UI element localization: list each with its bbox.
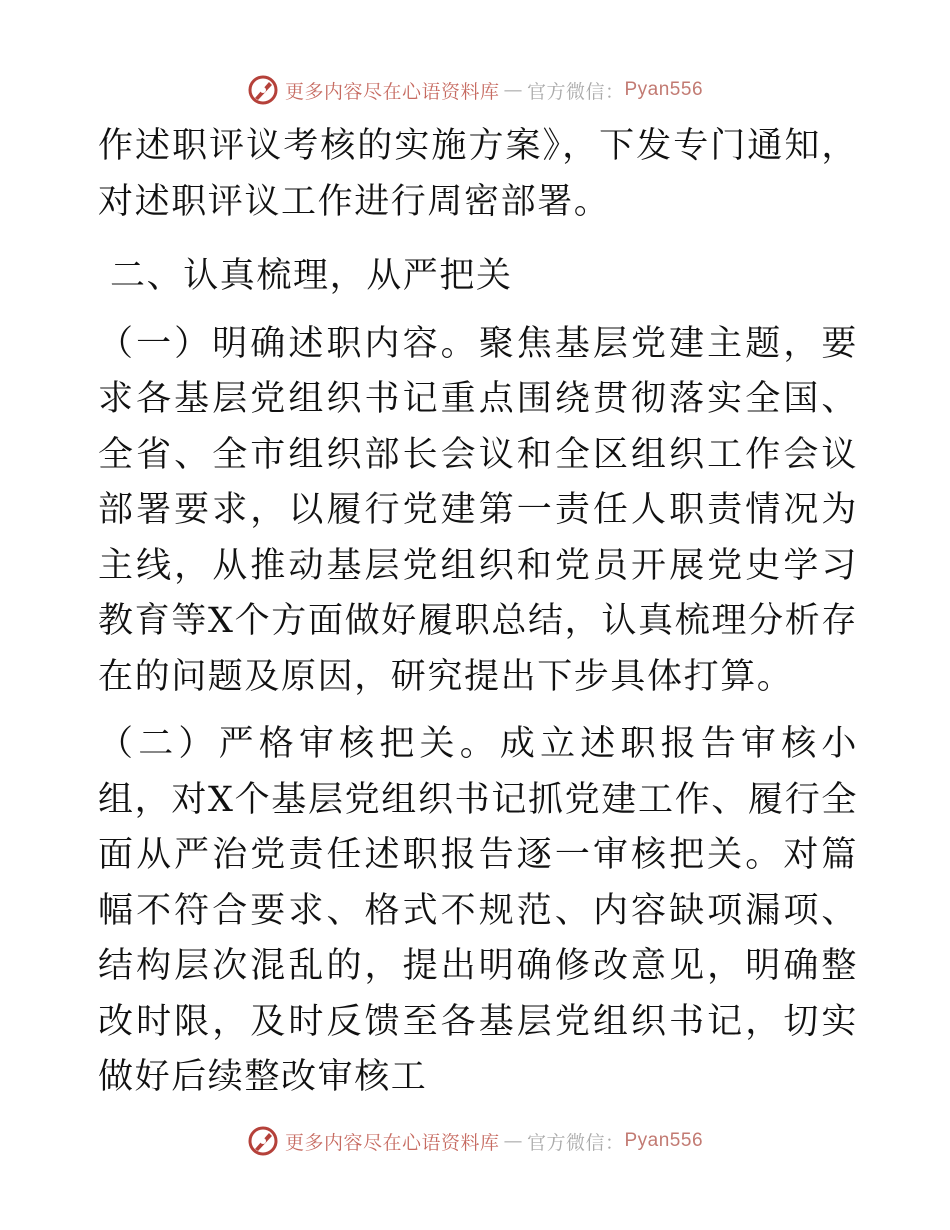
header-watermark xyxy=(0,70,950,110)
watermark-site-text: 更多内容尽在心语资料库 xyxy=(284,1131,500,1154)
document-body xyxy=(98,119,858,1106)
section-heading-2: 二、认真梳理，从严把关 xyxy=(110,256,513,296)
watermark-label: 官方微信： xyxy=(526,1131,625,1154)
footer-watermark xyxy=(0,1121,950,1161)
quill-seal-icon xyxy=(247,1125,279,1157)
watermark-site-text: 更多内容尽在心语资料库 xyxy=(284,80,500,103)
watermark-separator: — xyxy=(503,1130,523,1152)
paragraph-2: （一）明确述职内容。聚焦基层党建主题，要求各基层党组织书记重点围绕贯彻落实全国、全省、全市组织部长会议和全区组织工作会议部署要求，以履行党建第一责任人职责情况为主线，从推动基层党组织和党员开展党史学习教育等X个方面做好履职总结，认真梳理分析存在的问题及原因，研究提出下步具体打算。 xyxy=(98,323,858,697)
watermark-wechat-id: Pyan556 xyxy=(624,1130,704,1151)
paragraph-1: 作述职评议考核的实施方案》，下发专门通知，对述职评议工作进行周密部署。 xyxy=(98,126,858,222)
watermark-separator: — xyxy=(503,79,523,101)
watermark-label: 官方微信： xyxy=(526,80,625,103)
quill-seal-icon xyxy=(247,74,279,106)
watermark-wechat-id: Pyan556 xyxy=(624,79,704,100)
paragraph-3: （二）严格审核把关。成立述职报告审核小组，对X个基层党组织书记抓党建工作、履行全面从严治党责任述职报告逐一审核把关。对篇幅不符合要求、格式不规范、内容缺项漏项、结构层次混乱的，提出明确修改意见，明确整改时限，及时反馈至各基层党组织书记，切实做好后续整改审核工 xyxy=(98,724,858,1097)
